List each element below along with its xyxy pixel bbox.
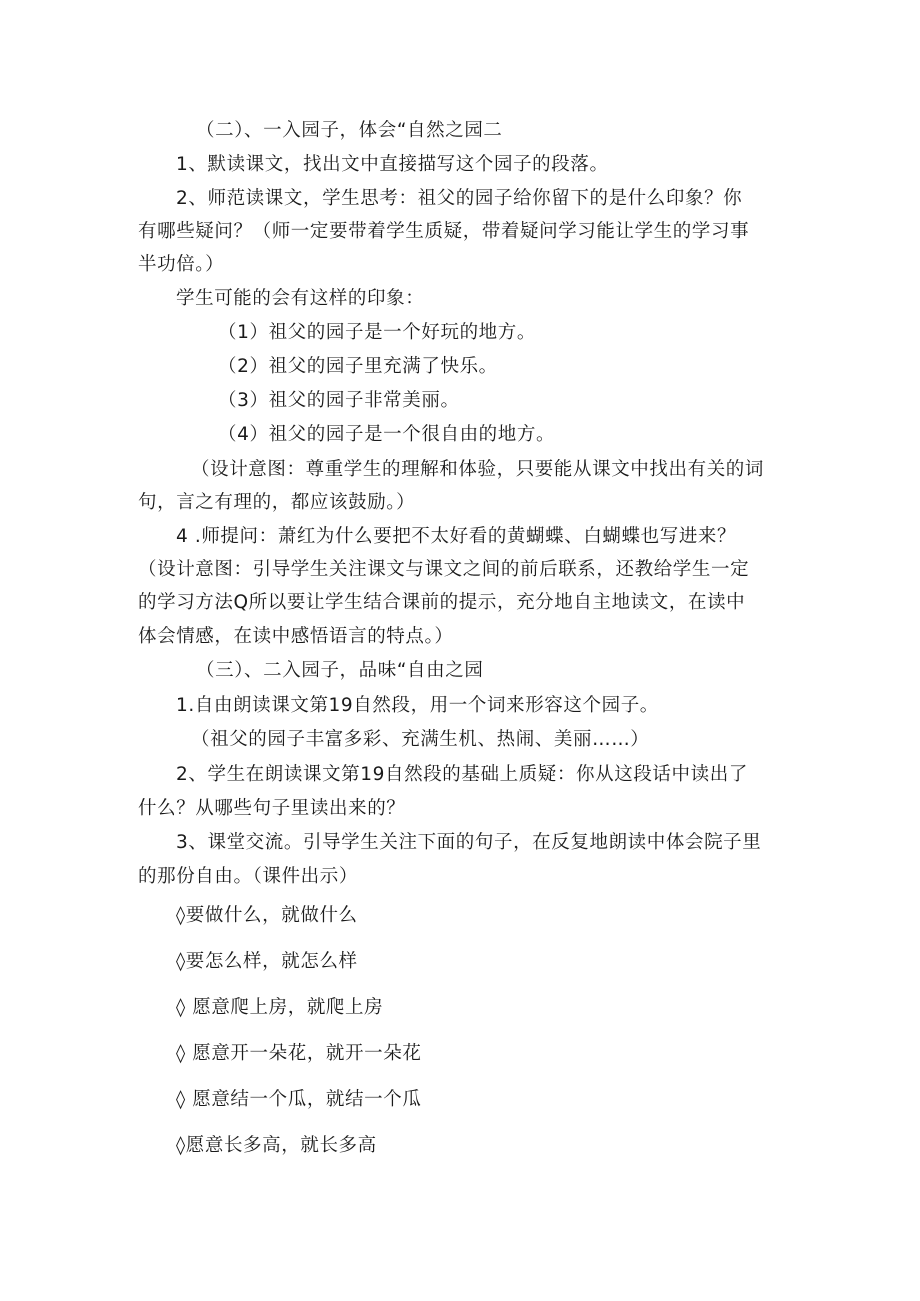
s3-item-3-line-1: 3、课堂交流。引导学生关注下面的句子，在反复地朗读中体会院子里: [176, 832, 762, 853]
item-4-line-1: 4 .师提问：萧红为什么要把不太好看的黄蝴蝶、白蝴蝶也写进来？: [176, 526, 737, 547]
item-2-line-2: 有哪些疑问？（师一定要带着学生质疑，带着疑问学习能让学生的学习事: [138, 221, 750, 242]
design-note-1-line-2: 句，言之有理的，都应该鼓励。）: [138, 492, 416, 513]
impression-1: （1）祖父的园子是一个好玩的地方。: [218, 322, 536, 343]
bullet-5: ◊ 愿意结一个瓜，就结一个瓜: [176, 1089, 422, 1110]
s3-item-1-answer: （祖父的园子丰富多彩、充满生机、热闹、美丽……）: [191, 729, 650, 750]
item-2-line-1: 2、师范读课文，学生思考：祖父的园子给你留下的是什么印象？你: [176, 188, 743, 209]
impression-intro: 学生可能的会有这样的印象：: [176, 288, 425, 309]
item-1: 1、默读课文，找出文中直接描写这个园子的段落。: [176, 154, 609, 175]
bullet-6: ◊愿意长多高，就长多高: [176, 1135, 377, 1156]
impression-3: （3）祖父的园子非常美丽。: [218, 390, 460, 411]
bullet-2: ◊要怎么样，就怎么样: [176, 951, 358, 972]
bullet-3: ◊ 愿意爬上房，就爬上房: [176, 997, 384, 1018]
s3-item-2-line-2: 什么？从哪些句子里读出来的？: [138, 798, 406, 819]
design-note-2-line-3: 体会情感，在读中感悟语言的特点。）: [138, 626, 454, 647]
impression-2: （2）祖父的园子里充满了快乐。: [218, 356, 498, 377]
design-note-2-line-2: 的学习方法Q所以要让学生结合课前的提示，充分地自主地读文，在读中: [138, 592, 746, 613]
s3-item-2-line-1: 2、学生在朗读课文第19自然段的基础上质疑：你从这段话中读出了: [176, 764, 748, 785]
section-heading-2: （二）、一入园子，体会“自然之园二: [196, 120, 503, 141]
design-note-1-line-1: （设计意图：尊重学生的理解和体验，只要能从课文中找出有关的词: [191, 459, 765, 480]
section-heading-3: （三）、二入园子，品味“自由之园: [196, 660, 484, 681]
item-2-line-3: 半功倍。）: [138, 254, 225, 275]
impression-4: （4）祖父的园子是一个很自由的地方。: [218, 424, 556, 445]
design-note-2-line-1: （设计意图：引导学生关注课文与课文之间的前后联系，还教给学生一定: [138, 559, 750, 580]
s3-item-3-line-2: 的那份自由。（课件出示）: [138, 866, 358, 887]
bullet-1: ◊要做什么，就做什么: [176, 905, 358, 926]
s3-item-1: 1.自由朗读课文第19自然段，用一个词来形容这个园子。: [176, 695, 659, 716]
bullet-4: ◊ 愿意开一朵花，就开一朵花: [176, 1043, 422, 1064]
